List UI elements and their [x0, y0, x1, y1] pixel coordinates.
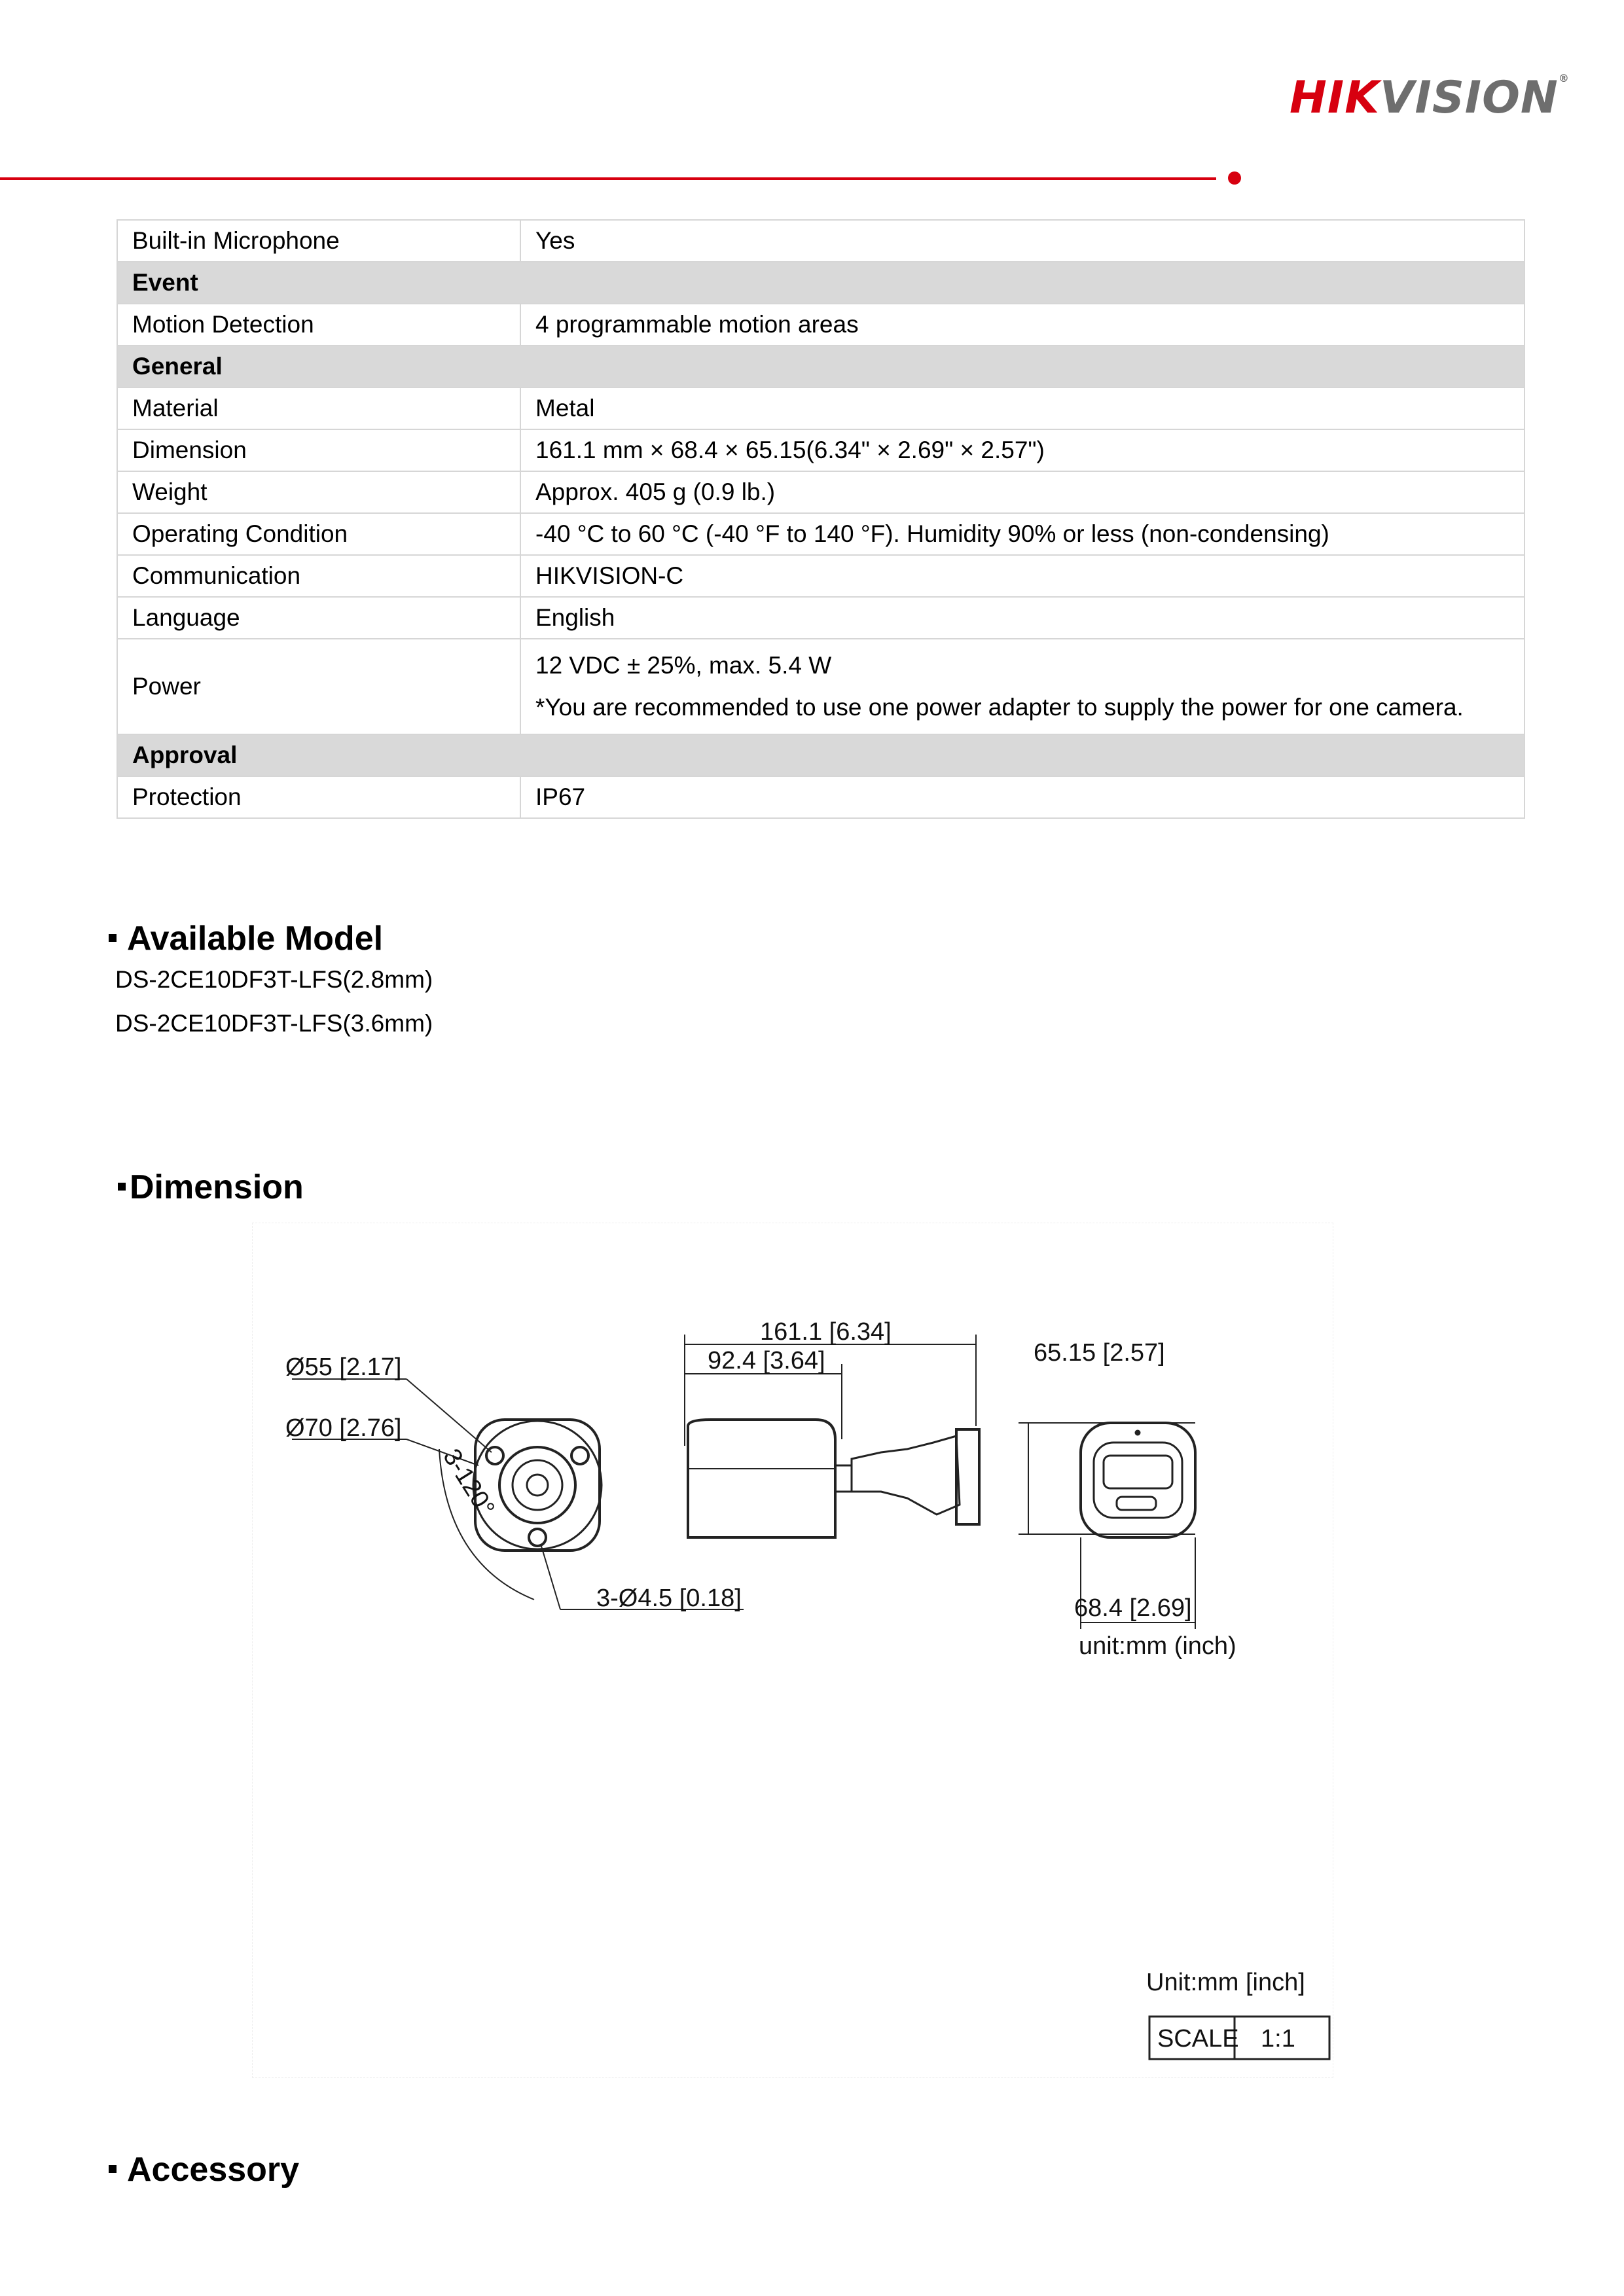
dimension-drawing-svg — [253, 1223, 1333, 2077]
spec-value: Yes — [520, 220, 1525, 262]
logo-vision: VISION — [1379, 72, 1559, 124]
spec-label: Power — [117, 639, 520, 734]
accessory-title: Accessory — [127, 2151, 300, 2189]
scale-label: SCALE — [1157, 2025, 1239, 2053]
hikvision-logo — [1290, 72, 1570, 124]
dim-label-width: 68.4 [2.69] — [1074, 1594, 1192, 1622]
spec-label: Protection — [117, 776, 520, 818]
spec-value: 4 programmable motion areas — [520, 304, 1525, 346]
model-item: DS-2CE10DF3T-LFS(3.6mm) — [115, 1010, 433, 1037]
logo-registered: ® — [1558, 72, 1570, 84]
spec-section-row — [117, 262, 1525, 304]
spec-row — [117, 304, 1525, 346]
spec-row — [117, 387, 1525, 429]
header-divider-dot — [1228, 171, 1241, 185]
front-view — [292, 1379, 744, 1609]
available-model-title: Available Model — [127, 920, 384, 958]
spec-label: Motion Detection — [117, 304, 520, 346]
dim-label-unit-large: Unit:mm [inch] — [1146, 1969, 1305, 1996]
spec-value-line: 12 VDC ± 25%, max. 5.4 W — [535, 652, 832, 679]
dimension-heading — [118, 1168, 304, 1207]
spec-table — [117, 219, 1525, 819]
dimension-drawing — [252, 1223, 1333, 2078]
spec-value: HIKVISION-C — [520, 555, 1525, 597]
heading-bullet — [118, 1183, 126, 1191]
spec-row — [117, 513, 1525, 555]
heading-bullet — [109, 2165, 117, 2173]
spec-label: Language — [117, 597, 520, 639]
spec-value-note: *You are recommended to use one power adapter to supply the power for one camera. — [535, 694, 1464, 721]
spec-label: Dimension — [117, 429, 520, 471]
spec-label: Weight — [117, 471, 520, 513]
spec-section-label: Approval — [117, 734, 1525, 776]
spec-row — [117, 776, 1525, 818]
spec-row — [117, 471, 1525, 513]
spec-row — [117, 220, 1525, 262]
accessory-heading — [109, 2150, 299, 2189]
dim-label-length-body: 92.4 [3.64] — [708, 1347, 825, 1374]
spec-value: -40 °C to 60 °C (-40 °F to 140 °F). Humidity 90% or less (non-condensing) — [520, 513, 1525, 555]
spec-section-row — [117, 346, 1525, 387]
logo-hik: HIK — [1290, 72, 1380, 124]
dim-label-length-total: 161.1 [6.34] — [760, 1318, 892, 1346]
available-model-heading — [109, 919, 383, 958]
spec-label: Communication — [117, 555, 520, 597]
spec-section-row — [117, 734, 1525, 776]
spec-row — [117, 597, 1525, 639]
scale-value: 1:1 — [1261, 2025, 1295, 2053]
spec-value: Approx. 405 g (0.9 lb.) — [520, 471, 1525, 513]
header-divider — [0, 177, 1216, 180]
spec-row — [117, 429, 1525, 471]
dim-label-holes: 3-Ø4.5 [0.18] — [596, 1585, 742, 1612]
spec-value — [520, 639, 1525, 734]
heading-bullet — [109, 934, 117, 942]
spec-value: Metal — [520, 387, 1525, 429]
dimension-title: Dimension — [130, 1168, 304, 1206]
spec-value: English — [520, 597, 1525, 639]
model-item: DS-2CE10DF3T-LFS(2.8mm) — [115, 966, 433, 993]
spec-label: Built-in Microphone — [117, 220, 520, 262]
spec-label: Operating Condition — [117, 513, 520, 555]
dim-label-unit-small: unit:mm (inch) — [1079, 1632, 1236, 1660]
dim-label-dia55: Ø55 [2.17] — [285, 1354, 402, 1381]
spec-value: IP67 — [520, 776, 1525, 818]
spec-section-label: General — [117, 346, 1525, 387]
dim-label-angle: 3-120° — [437, 1444, 500, 1522]
spec-row — [117, 639, 1525, 734]
dim-label-dia70: Ø70 [2.76] — [285, 1414, 402, 1442]
spec-row — [117, 555, 1525, 597]
spec-label: Material — [117, 387, 520, 429]
dim-label-height: 65.15 [2.57] — [1034, 1339, 1165, 1367]
spec-value: 161.1 mm × 68.4 × 65.15(6.34" × 2.69" × 2.57") — [520, 429, 1525, 471]
spec-section-label: Event — [117, 262, 1525, 304]
